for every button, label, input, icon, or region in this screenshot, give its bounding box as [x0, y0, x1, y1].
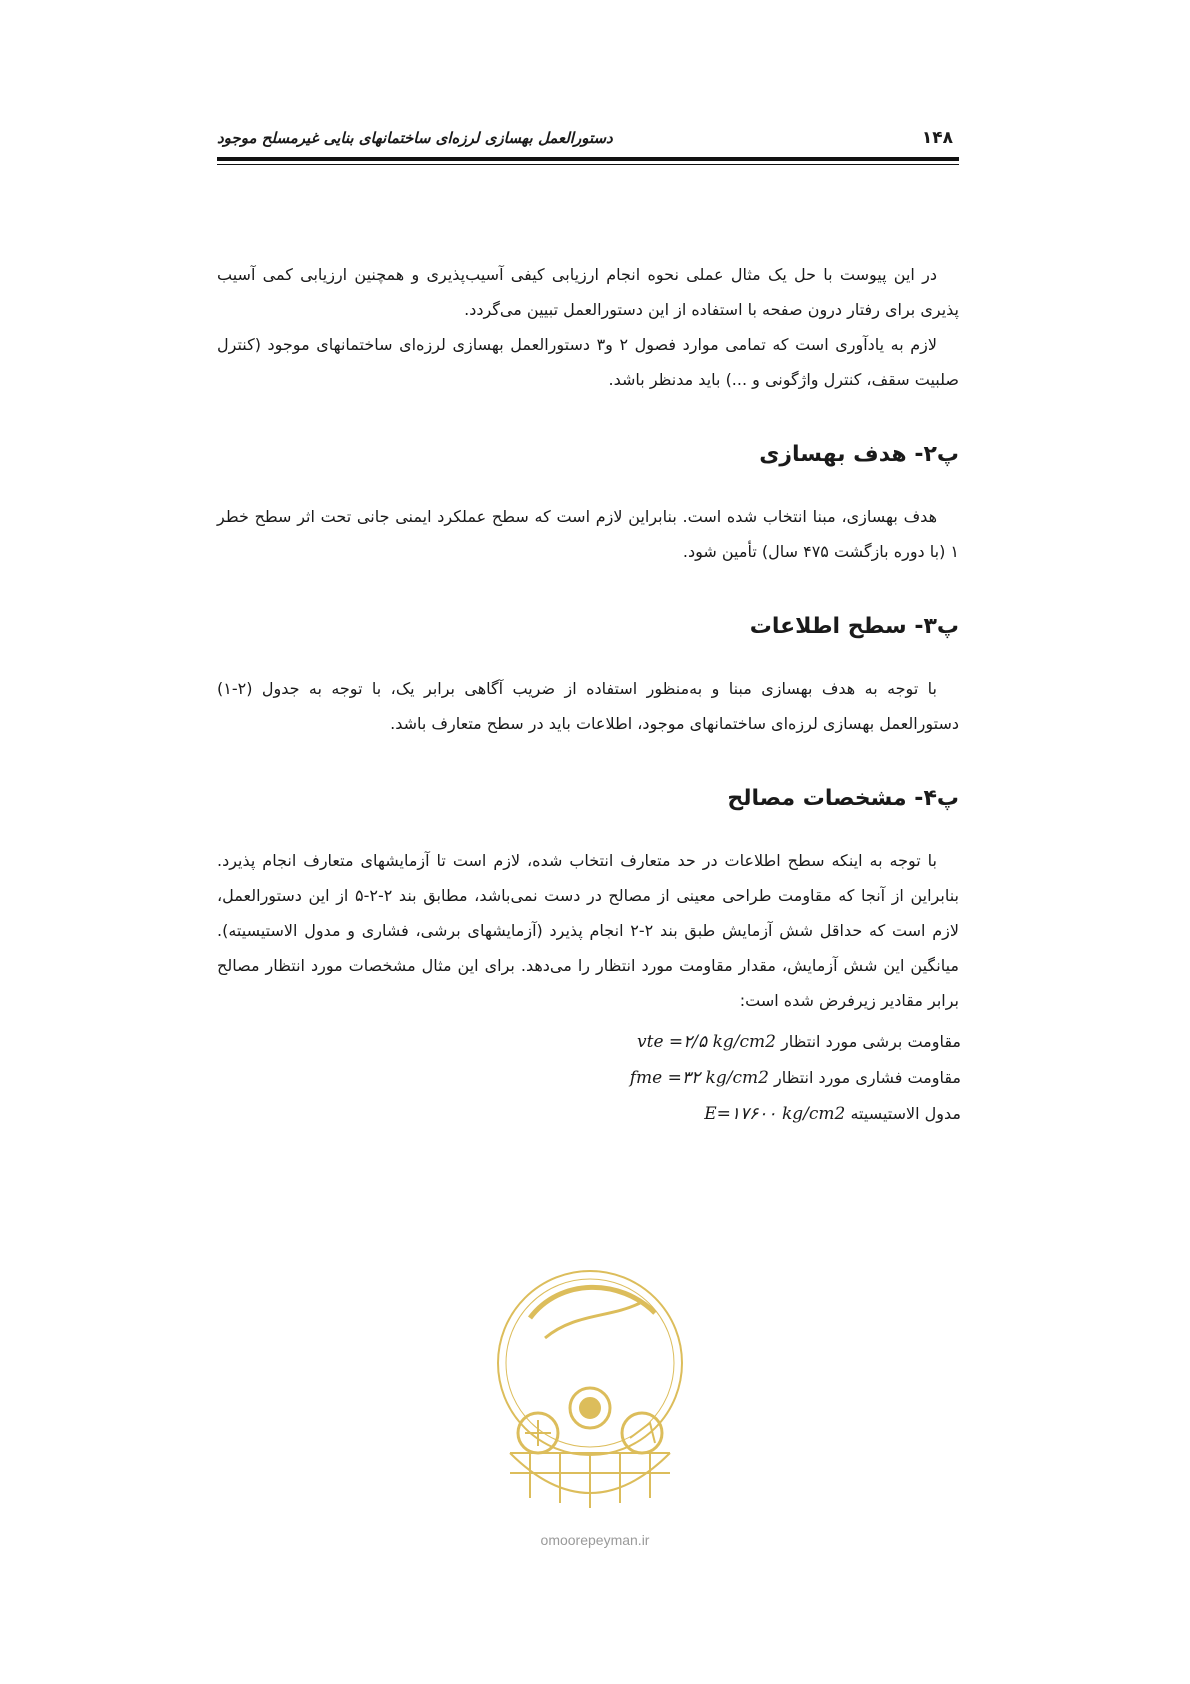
watermark-logo [490, 1258, 690, 1518]
header-rule-thin [217, 164, 959, 165]
material-value-formula: E=۱۷۶۰۰ kg/cm2 [704, 1104, 846, 1124]
material-values-list [217, 1024, 961, 1132]
material-value-compressive [547, 1060, 961, 1096]
intro-paragraph-1: در این پیوست با حل یک مثال عملی نحوه انجام ارزیابی کیفی آسیب‌پذیری و همچنین ارزیابی کمی آسیب پذیری برای رفتار درون صفحه با استفاده از این دستورالعمل تبیین می‌گردد. [217, 265, 959, 319]
watermark-url: omoorepeyman.ir [540, 1532, 650, 1548]
material-value-shear [547, 1024, 961, 1060]
material-value-elastic-modulus [547, 1096, 961, 1132]
section-body-retrofit-goal: هدف بهسازی، مبنا انتخاب شده است. بنابراین لازم است که سطح عملکرد ایمنی جانی تحت اثر سطح خطر ۱ (با دوره بازگشت ۴۷۵ سال) تأمین شود. [217, 507, 959, 561]
material-value-formula: fme =۳۲ kg/cm2 [629, 1068, 769, 1088]
intro-paragraph-2: لازم به یادآوری است که تمامی موارد فصول ۲ و۳ دستورالعمل بهسازی لرزه‌ای ساختمانهای موجود (کنترل صلبیت سقف، کنترل واژگونی و ...) باید مدنظر باشد. [217, 335, 959, 389]
header-rule-thick [217, 157, 959, 161]
section-heading-material-properties: پ۴- مشخصات مصالح [727, 786, 959, 811]
section-body-material-properties: با توجه به اینکه سطح اطلاعات در حد متعارف انتخاب شده، لازم است تا آزمایشهای متعارف انجام پذیرد. بنابراین از آنجا که مقاومت طراحی معینی از مصالح در دست نمی‌باشد، مطابق بند ۲-۲-۵ از این دستورالعمل، لازم است که حداقل شش آزمایش طبق بند ۲-۲ انجام پذیرد (آزمایشهای برشی، فشاری و مدول الاستیسیته). میانگین این شش آزمایش، مقدار مقاومت مورد انتظار را می‌دهد. برای این مثال مشخصات مورد انتظار مصالح برابر مقادیر زیرفرض شده است: [217, 851, 959, 1010]
material-value-label: مقاومت فشاری مورد انتظار [774, 1068, 961, 1087]
material-value-label: مدول الاستیسیته [850, 1104, 961, 1123]
material-value-label: مقاومت برشی مورد انتظار [781, 1032, 961, 1051]
page-content [217, 257, 959, 1132]
material-value-formula: vte =۲/۵ kg/cm2 [637, 1032, 776, 1052]
running-title: دستورالعمل بهسازی لرزه‌ای ساختمانهای بنایی غیرمسلح موجود [217, 129, 613, 147]
section-heading-knowledge-level: پ۳- سطح اطلاعات [749, 614, 959, 639]
section-heading-retrofit-goal: پ۲- هدف بهسازی [759, 442, 959, 467]
page-header [217, 122, 959, 152]
section-body-knowledge-level: با توجه به هدف بهسازی مبنا و به‌منظور استفاده از ضریب آگاهی برابر یک، با توجه به جدول (۲-۱) دستورالعمل بهسازی لرزه‌ای ساختمانهای موجود، اطلاعات باید در سطح متعارف باشد. [217, 679, 959, 733]
page-number: ۱۴۸ [921, 128, 953, 148]
